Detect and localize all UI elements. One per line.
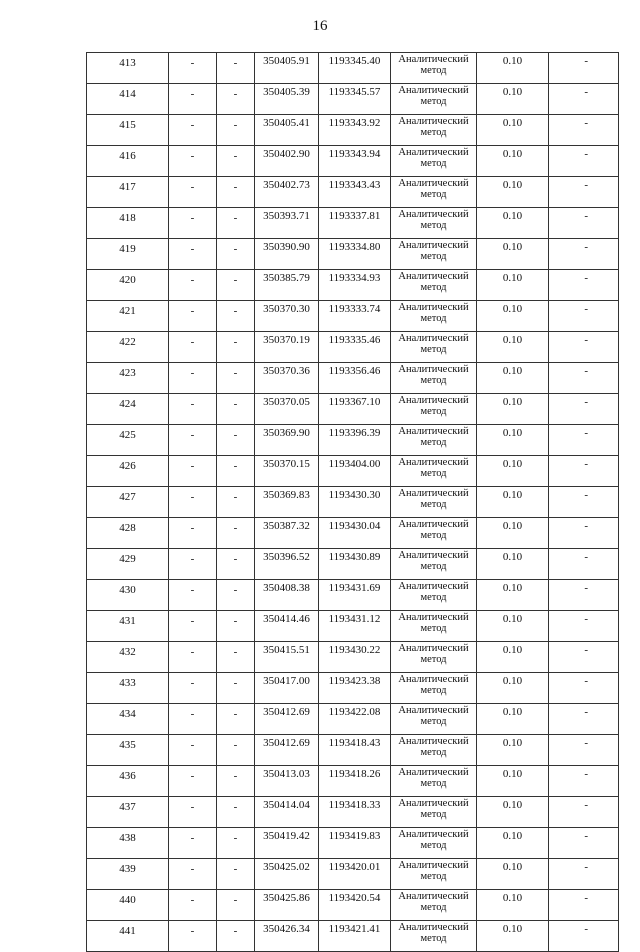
- table-row: [87, 580, 619, 611]
- x-coordinate-cell: 350370.05: [255, 394, 319, 425]
- point-number-cell: 413: [87, 53, 169, 84]
- empty-value-cell: -: [217, 208, 255, 239]
- empty-value-cell: -: [549, 921, 619, 952]
- method-cell: Аналитический метод: [391, 704, 477, 735]
- empty-value-cell: -: [217, 84, 255, 115]
- table-row: [87, 146, 619, 177]
- method-cell: Аналитический метод: [391, 766, 477, 797]
- x-coordinate-cell: 350415.51: [255, 642, 319, 673]
- table-row: [87, 53, 619, 84]
- accuracy-cell: 0.10: [477, 735, 549, 766]
- table-row: [87, 673, 619, 704]
- table-row: [87, 642, 619, 673]
- method-cell: Аналитический метод: [391, 642, 477, 673]
- empty-value-cell: -: [549, 890, 619, 921]
- empty-value-cell: -: [169, 84, 217, 115]
- empty-value-cell: -: [217, 704, 255, 735]
- empty-value-cell: -: [169, 394, 217, 425]
- empty-value-cell: -: [549, 456, 619, 487]
- point-number-cell: 439: [87, 859, 169, 890]
- point-number-cell: 433: [87, 673, 169, 704]
- method-cell: Аналитический метод: [391, 53, 477, 84]
- method-cell: Аналитический метод: [391, 394, 477, 425]
- y-coordinate-cell: 1193423.38: [319, 673, 391, 704]
- y-coordinate-cell: 1193404.00: [319, 456, 391, 487]
- empty-value-cell: -: [549, 828, 619, 859]
- accuracy-cell: 0.10: [477, 456, 549, 487]
- method-cell: Аналитический метод: [391, 890, 477, 921]
- x-coordinate-cell: 350369.90: [255, 425, 319, 456]
- empty-value-cell: -: [217, 611, 255, 642]
- method-cell: Аналитический метод: [391, 239, 477, 270]
- table-row: [87, 270, 619, 301]
- empty-value-cell: -: [217, 456, 255, 487]
- method-cell: Аналитический метод: [391, 549, 477, 580]
- method-cell: Аналитический метод: [391, 611, 477, 642]
- x-coordinate-cell: 350402.73: [255, 177, 319, 208]
- accuracy-cell: 0.10: [477, 890, 549, 921]
- table-row: [87, 735, 619, 766]
- table-row: [87, 828, 619, 859]
- table-row: [87, 363, 619, 394]
- accuracy-cell: 0.10: [477, 301, 549, 332]
- empty-value-cell: -: [217, 797, 255, 828]
- x-coordinate-cell: 350425.02: [255, 859, 319, 890]
- empty-value-cell: -: [217, 766, 255, 797]
- point-number-cell: 430: [87, 580, 169, 611]
- y-coordinate-cell: 1193420.54: [319, 890, 391, 921]
- empty-value-cell: -: [549, 642, 619, 673]
- accuracy-cell: 0.10: [477, 518, 549, 549]
- table-row: [87, 425, 619, 456]
- empty-value-cell: -: [169, 611, 217, 642]
- empty-value-cell: -: [217, 518, 255, 549]
- empty-value-cell: -: [169, 828, 217, 859]
- method-cell: Аналитический метод: [391, 921, 477, 952]
- accuracy-cell: 0.10: [477, 239, 549, 270]
- y-coordinate-cell: 1193356.46: [319, 363, 391, 394]
- y-coordinate-cell: 1193430.04: [319, 518, 391, 549]
- x-coordinate-cell: 350405.91: [255, 53, 319, 84]
- empty-value-cell: -: [549, 704, 619, 735]
- x-coordinate-cell: 350412.69: [255, 735, 319, 766]
- x-coordinate-cell: 350405.41: [255, 115, 319, 146]
- method-cell: Аналитический метод: [391, 518, 477, 549]
- x-coordinate-cell: 350413.03: [255, 766, 319, 797]
- point-number-cell: 431: [87, 611, 169, 642]
- empty-value-cell: -: [217, 146, 255, 177]
- empty-value-cell: -: [549, 84, 619, 115]
- y-coordinate-cell: 1193430.89: [319, 549, 391, 580]
- table-row: [87, 239, 619, 270]
- x-coordinate-cell: 350408.38: [255, 580, 319, 611]
- point-number-cell: 427: [87, 487, 169, 518]
- table-row: [87, 84, 619, 115]
- empty-value-cell: -: [549, 146, 619, 177]
- empty-value-cell: -: [169, 301, 217, 332]
- point-number-cell: 424: [87, 394, 169, 425]
- point-number-cell: 416: [87, 146, 169, 177]
- y-coordinate-cell: 1193337.81: [319, 208, 391, 239]
- accuracy-cell: 0.10: [477, 177, 549, 208]
- table-row: [87, 487, 619, 518]
- table-row: [87, 394, 619, 425]
- table-row: [87, 797, 619, 828]
- method-cell: Аналитический метод: [391, 673, 477, 704]
- coordinates-table: [86, 52, 619, 952]
- empty-value-cell: -: [549, 53, 619, 84]
- x-coordinate-cell: 350414.46: [255, 611, 319, 642]
- empty-value-cell: -: [217, 673, 255, 704]
- empty-value-cell: -: [217, 239, 255, 270]
- empty-value-cell: -: [217, 115, 255, 146]
- empty-value-cell: -: [549, 859, 619, 890]
- empty-value-cell: -: [169, 921, 217, 952]
- y-coordinate-cell: 1193335.46: [319, 332, 391, 363]
- method-cell: Аналитический метод: [391, 208, 477, 239]
- point-number-cell: 422: [87, 332, 169, 363]
- empty-value-cell: -: [549, 208, 619, 239]
- table-row: [87, 859, 619, 890]
- empty-value-cell: -: [549, 611, 619, 642]
- empty-value-cell: -: [169, 363, 217, 394]
- empty-value-cell: -: [549, 301, 619, 332]
- empty-value-cell: -: [169, 487, 217, 518]
- y-coordinate-cell: 1193430.22: [319, 642, 391, 673]
- y-coordinate-cell: 1193431.69: [319, 580, 391, 611]
- empty-value-cell: -: [217, 177, 255, 208]
- method-cell: Аналитический метод: [391, 270, 477, 301]
- empty-value-cell: -: [169, 890, 217, 921]
- table-row: [87, 549, 619, 580]
- accuracy-cell: 0.10: [477, 394, 549, 425]
- method-cell: Аналитический метод: [391, 797, 477, 828]
- point-number-cell: 438: [87, 828, 169, 859]
- x-coordinate-cell: 350370.36: [255, 363, 319, 394]
- point-number-cell: 420: [87, 270, 169, 301]
- empty-value-cell: -: [217, 642, 255, 673]
- y-coordinate-cell: 1193422.08: [319, 704, 391, 735]
- empty-value-cell: -: [549, 239, 619, 270]
- point-number-cell: 440: [87, 890, 169, 921]
- empty-value-cell: -: [217, 921, 255, 952]
- accuracy-cell: 0.10: [477, 53, 549, 84]
- point-number-cell: 437: [87, 797, 169, 828]
- point-number-cell: 421: [87, 301, 169, 332]
- empty-value-cell: -: [169, 208, 217, 239]
- empty-value-cell: -: [217, 53, 255, 84]
- empty-value-cell: -: [169, 53, 217, 84]
- y-coordinate-cell: 1193418.33: [319, 797, 391, 828]
- y-coordinate-cell: 1193333.74: [319, 301, 391, 332]
- x-coordinate-cell: 350402.90: [255, 146, 319, 177]
- accuracy-cell: 0.10: [477, 146, 549, 177]
- empty-value-cell: -: [217, 890, 255, 921]
- y-coordinate-cell: 1193430.30: [319, 487, 391, 518]
- method-cell: Аналитический метод: [391, 177, 477, 208]
- table-row: [87, 921, 619, 952]
- y-coordinate-cell: 1193419.83: [319, 828, 391, 859]
- accuracy-cell: 0.10: [477, 704, 549, 735]
- y-coordinate-cell: 1193345.40: [319, 53, 391, 84]
- empty-value-cell: -: [217, 859, 255, 890]
- method-cell: Аналитический метод: [391, 487, 477, 518]
- y-coordinate-cell: 1193420.01: [319, 859, 391, 890]
- y-coordinate-cell: 1193421.41: [319, 921, 391, 952]
- accuracy-cell: 0.10: [477, 84, 549, 115]
- empty-value-cell: -: [169, 580, 217, 611]
- point-number-cell: 423: [87, 363, 169, 394]
- point-number-cell: 436: [87, 766, 169, 797]
- accuracy-cell: 0.10: [477, 425, 549, 456]
- point-number-cell: 429: [87, 549, 169, 580]
- method-cell: Аналитический метод: [391, 456, 477, 487]
- accuracy-cell: 0.10: [477, 828, 549, 859]
- x-coordinate-cell: 350385.79: [255, 270, 319, 301]
- table-row: [87, 332, 619, 363]
- accuracy-cell: 0.10: [477, 766, 549, 797]
- empty-value-cell: -: [169, 673, 217, 704]
- x-coordinate-cell: 350393.71: [255, 208, 319, 239]
- point-number-cell: 432: [87, 642, 169, 673]
- empty-value-cell: -: [217, 828, 255, 859]
- accuracy-cell: 0.10: [477, 208, 549, 239]
- table-body: [87, 53, 619, 952]
- empty-value-cell: -: [169, 766, 217, 797]
- table-row: [87, 611, 619, 642]
- accuracy-cell: 0.10: [477, 363, 549, 394]
- y-coordinate-cell: 1193396.39: [319, 425, 391, 456]
- table-row: [87, 890, 619, 921]
- empty-value-cell: -: [169, 146, 217, 177]
- empty-value-cell: -: [217, 394, 255, 425]
- empty-value-cell: -: [549, 363, 619, 394]
- method-cell: Аналитический метод: [391, 146, 477, 177]
- empty-value-cell: -: [217, 487, 255, 518]
- empty-value-cell: -: [169, 518, 217, 549]
- empty-value-cell: -: [549, 549, 619, 580]
- empty-value-cell: -: [217, 301, 255, 332]
- method-cell: Аналитический метод: [391, 828, 477, 859]
- accuracy-cell: 0.10: [477, 797, 549, 828]
- accuracy-cell: 0.10: [477, 270, 549, 301]
- empty-value-cell: -: [549, 425, 619, 456]
- x-coordinate-cell: 350412.69: [255, 704, 319, 735]
- accuracy-cell: 0.10: [477, 115, 549, 146]
- point-number-cell: 426: [87, 456, 169, 487]
- table-row: [87, 766, 619, 797]
- empty-value-cell: -: [217, 363, 255, 394]
- empty-value-cell: -: [549, 332, 619, 363]
- empty-value-cell: -: [549, 673, 619, 704]
- empty-value-cell: -: [169, 177, 217, 208]
- empty-value-cell: -: [549, 270, 619, 301]
- table-row: [87, 115, 619, 146]
- y-coordinate-cell: 1193343.94: [319, 146, 391, 177]
- y-coordinate-cell: 1193367.10: [319, 394, 391, 425]
- page-number: 16: [312, 18, 328, 34]
- y-coordinate-cell: 1193431.12: [319, 611, 391, 642]
- y-coordinate-cell: 1193334.93: [319, 270, 391, 301]
- empty-value-cell: -: [217, 549, 255, 580]
- method-cell: Аналитический метод: [391, 363, 477, 394]
- x-coordinate-cell: 350396.52: [255, 549, 319, 580]
- point-number-cell: 419: [87, 239, 169, 270]
- table-row: [87, 208, 619, 239]
- empty-value-cell: -: [169, 425, 217, 456]
- accuracy-cell: 0.10: [477, 549, 549, 580]
- x-coordinate-cell: 350370.15: [255, 456, 319, 487]
- x-coordinate-cell: 350425.86: [255, 890, 319, 921]
- empty-value-cell: -: [549, 766, 619, 797]
- accuracy-cell: 0.10: [477, 642, 549, 673]
- x-coordinate-cell: 350405.39: [255, 84, 319, 115]
- x-coordinate-cell: 350414.04: [255, 797, 319, 828]
- table-row: [87, 177, 619, 208]
- y-coordinate-cell: 1193418.26: [319, 766, 391, 797]
- empty-value-cell: -: [169, 332, 217, 363]
- table-row: [87, 301, 619, 332]
- y-coordinate-cell: 1193345.57: [319, 84, 391, 115]
- x-coordinate-cell: 350419.42: [255, 828, 319, 859]
- method-cell: Аналитический метод: [391, 425, 477, 456]
- empty-value-cell: -: [549, 580, 619, 611]
- accuracy-cell: 0.10: [477, 859, 549, 890]
- x-coordinate-cell: 350370.30: [255, 301, 319, 332]
- empty-value-cell: -: [549, 177, 619, 208]
- empty-value-cell: -: [169, 704, 217, 735]
- empty-value-cell: -: [169, 270, 217, 301]
- x-coordinate-cell: 350369.83: [255, 487, 319, 518]
- method-cell: Аналитический метод: [391, 301, 477, 332]
- table-row: [87, 518, 619, 549]
- point-number-cell: 434: [87, 704, 169, 735]
- empty-value-cell: -: [549, 487, 619, 518]
- accuracy-cell: 0.10: [477, 580, 549, 611]
- empty-value-cell: -: [169, 115, 217, 146]
- x-coordinate-cell: 350387.32: [255, 518, 319, 549]
- method-cell: Аналитический метод: [391, 735, 477, 766]
- x-coordinate-cell: 350390.90: [255, 239, 319, 270]
- empty-value-cell: -: [169, 239, 217, 270]
- accuracy-cell: 0.10: [477, 611, 549, 642]
- empty-value-cell: -: [169, 797, 217, 828]
- accuracy-cell: 0.10: [477, 673, 549, 704]
- empty-value-cell: -: [169, 735, 217, 766]
- accuracy-cell: 0.10: [477, 487, 549, 518]
- method-cell: Аналитический метод: [391, 580, 477, 611]
- point-number-cell: 415: [87, 115, 169, 146]
- empty-value-cell: -: [217, 580, 255, 611]
- empty-value-cell: -: [549, 394, 619, 425]
- method-cell: Аналитический метод: [391, 115, 477, 146]
- y-coordinate-cell: 1193343.92: [319, 115, 391, 146]
- method-cell: Аналитический метод: [391, 859, 477, 890]
- point-number-cell: 417: [87, 177, 169, 208]
- empty-value-cell: -: [169, 859, 217, 890]
- x-coordinate-cell: 350370.19: [255, 332, 319, 363]
- empty-value-cell: -: [549, 115, 619, 146]
- accuracy-cell: 0.10: [477, 921, 549, 952]
- empty-value-cell: -: [217, 735, 255, 766]
- empty-value-cell: -: [217, 270, 255, 301]
- point-number-cell: 418: [87, 208, 169, 239]
- x-coordinate-cell: 350417.00: [255, 673, 319, 704]
- empty-value-cell: -: [549, 797, 619, 828]
- empty-value-cell: -: [549, 735, 619, 766]
- x-coordinate-cell: 350426.34: [255, 921, 319, 952]
- y-coordinate-cell: 1193334.80: [319, 239, 391, 270]
- empty-value-cell: -: [169, 549, 217, 580]
- point-number-cell: 435: [87, 735, 169, 766]
- y-coordinate-cell: 1193343.43: [319, 177, 391, 208]
- empty-value-cell: -: [217, 332, 255, 363]
- empty-value-cell: -: [169, 642, 217, 673]
- empty-value-cell: -: [169, 456, 217, 487]
- method-cell: Аналитический метод: [391, 84, 477, 115]
- empty-value-cell: -: [549, 518, 619, 549]
- point-number-cell: 414: [87, 84, 169, 115]
- point-number-cell: 425: [87, 425, 169, 456]
- table-row: [87, 704, 619, 735]
- empty-value-cell: -: [217, 425, 255, 456]
- point-number-cell: 441: [87, 921, 169, 952]
- point-number-cell: 428: [87, 518, 169, 549]
- table-row: [87, 456, 619, 487]
- accuracy-cell: 0.10: [477, 332, 549, 363]
- y-coordinate-cell: 1193418.43: [319, 735, 391, 766]
- method-cell: Аналитический метод: [391, 332, 477, 363]
